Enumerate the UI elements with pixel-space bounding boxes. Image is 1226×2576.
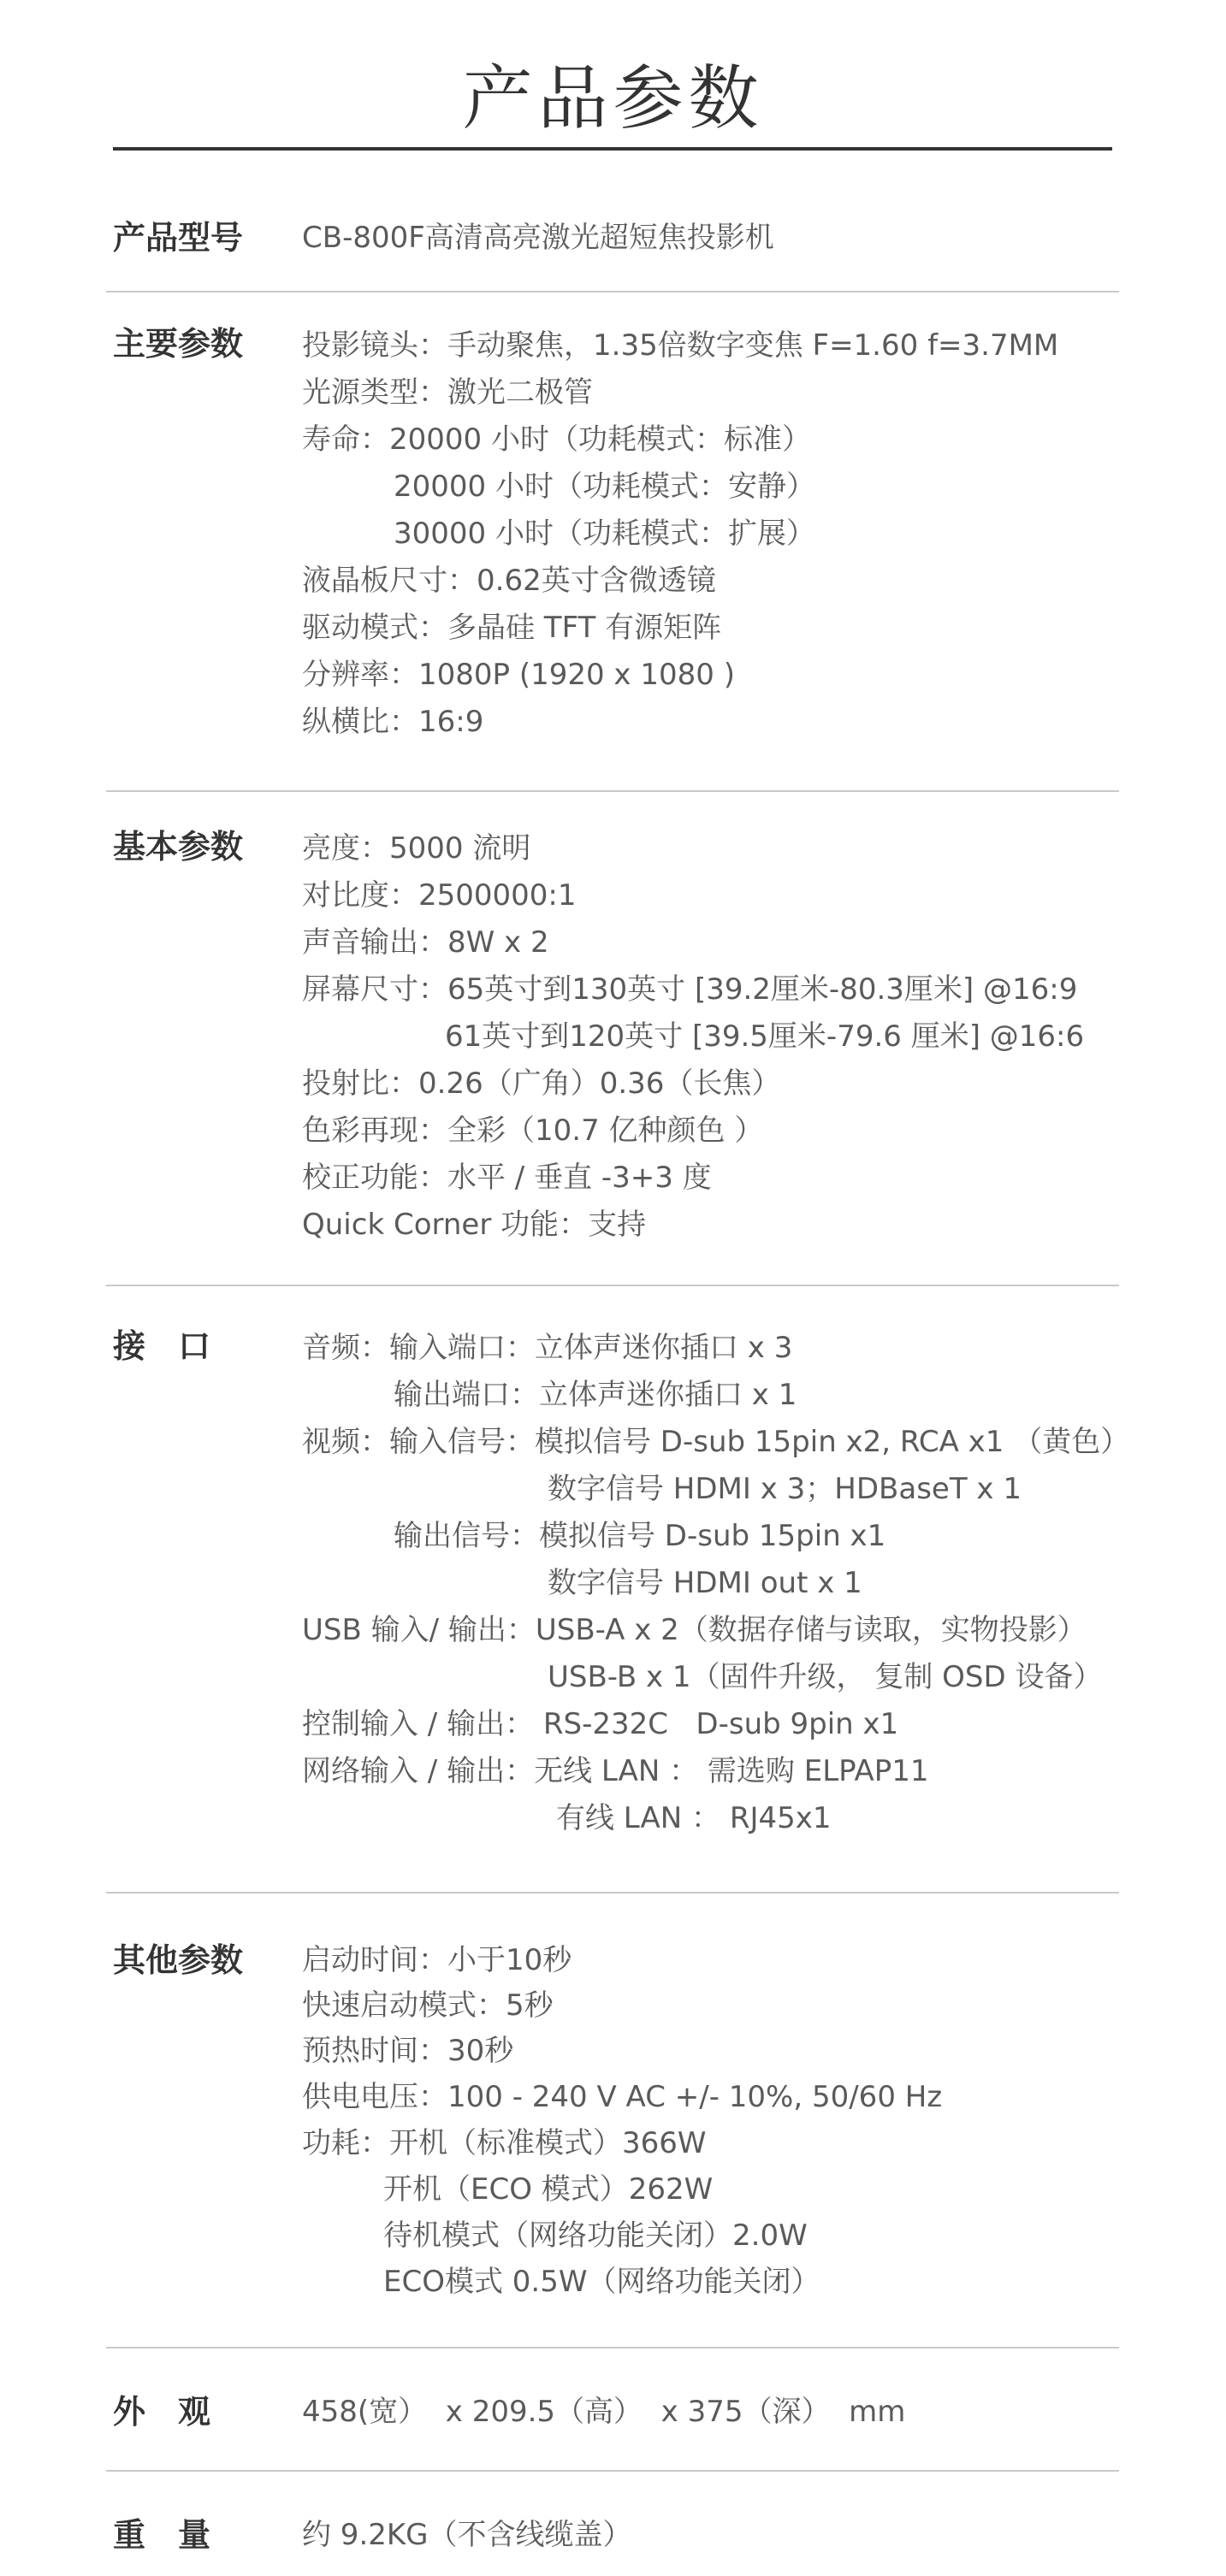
- spec-line: 约 9.2KG（不含线缆盖）: [302, 2518, 632, 2552]
- spec-line: 开机（ECO 模式）262W: [383, 2172, 714, 2207]
- spec-line: 光源类型：激光二极管: [302, 375, 593, 410]
- spec-line: 数字信号 HDMI x 3；HDBaseT x 1: [548, 1472, 1022, 1506]
- spec-line: 有线 LAN ： RJ45x1: [556, 1801, 832, 1835]
- page-title: 产品参数: [462, 58, 764, 139]
- spec-line: 寿命：20000 小时（功耗模式：标准）: [302, 422, 811, 457]
- spec-line: USB 输入/ 输出：USB-A x 2（数据存储与读取，实物投影）: [302, 1613, 1087, 1647]
- section-label-appearance: 外观: [113, 2393, 244, 2431]
- title-divider: [113, 147, 1112, 151]
- spec-line: 30000 小时（功耗模式：扩展）: [394, 517, 815, 551]
- spec-line: 网络输入 / 输出：无线 LAN ： 需选购 ELPAP11: [302, 1754, 929, 1788]
- spec-line: 音频：输入端口：立体声迷你插口 x 3: [302, 1331, 793, 1365]
- spec-line: 液晶板尺寸：0.62英寸含微透镜: [302, 564, 716, 598]
- spec-line: 功耗：开机（标准模式）366W: [302, 2126, 707, 2160]
- spec-line: 预热时间：30秒: [302, 2034, 514, 2068]
- spec-line: 控制输入 / 输出： RS-232C D-sub 9pin x1: [302, 1707, 899, 1741]
- spec-line: 20000 小时（功耗模式：安静）: [394, 470, 815, 504]
- section-label-main-params: 主要参数: [113, 325, 244, 363]
- spec-line: 对比度：2500000:1: [302, 878, 577, 913]
- spec-line: 61英寸到120英寸 [39.5厘米-79.6 厘米] @16:6: [445, 1019, 1085, 1054]
- section-divider: [106, 2347, 1119, 2349]
- spec-line: 启动时间：小于10秒: [302, 1943, 572, 1977]
- section-divider: [106, 1285, 1119, 1286]
- spec-line: ECO模式 0.5W（网络功能关闭）: [383, 2265, 820, 2299]
- spec-line: 输出信号：模拟信号 D-sub 15pin x1: [394, 1519, 886, 1553]
- spec-line: 纵横比：16:9: [302, 705, 484, 739]
- spec-line: Quick Corner 功能：支持: [302, 1208, 647, 1242]
- spec-line: 驱动模式：多晶硅 TFT 有源矩阵: [302, 611, 722, 645]
- spec-line: CB-800F高清高亮激光超短焦投影机: [302, 221, 774, 255]
- spec-line: 视频：输入信号：模拟信号 D-sub 15pin x2, RCA x1 （黄色）: [302, 1425, 1130, 1459]
- section-divider: [106, 1892, 1119, 1894]
- spec-line: 投影镜头：手动聚焦，1.35倍数字变焦 F=1.60 f=3.7MM: [302, 328, 1059, 363]
- spec-line: 校正功能：水平 / 垂直 -3+3 度: [302, 1161, 712, 1195]
- spec-line: 色彩再现：全彩（10.7 亿种颜色 ）: [302, 1114, 764, 1148]
- spec-line: 分辨率：1080P (1920 x 1080 ): [302, 658, 735, 692]
- spec-line: 输出端口：立体声迷你插口 x 1: [394, 1378, 797, 1412]
- section-label-interfaces: 接口: [113, 1327, 244, 1365]
- spec-line: 声音输出：8W x 2: [302, 925, 549, 960]
- section-label-other-params: 其他参数: [113, 1941, 244, 1979]
- section-divider: [106, 790, 1119, 792]
- spec-line: 投射比：0.26（广角）0.36（长焦）: [302, 1066, 781, 1101]
- spec-line: 待机模式（网络功能关闭）2.0W: [383, 2219, 808, 2253]
- spec-line: 供电电压：100 - 240 V AC +/- 10%, 50/60 Hz: [302, 2080, 943, 2114]
- spec-line: 458(宽） x 209.5（高） x 375（深） mm: [302, 2395, 906, 2429]
- spec-line: 数字信号 HDMI out x 1: [548, 1566, 862, 1600]
- section-label-basic-params: 基本参数: [113, 828, 244, 866]
- section-divider: [106, 2470, 1119, 2472]
- spec-line: 屏幕尺寸：65英寸到130英寸 [39.2厘米-80.3厘米] @16:9: [302, 972, 1078, 1007]
- section-divider: [106, 291, 1119, 292]
- spec-line: USB-B x 1（固件升级， 复制 OSD 设备）: [548, 1660, 1103, 1694]
- section-label-weight: 重量: [113, 2516, 244, 2554]
- spec-line: 快速启动模式：5秒: [302, 1988, 554, 2023]
- spec-line: 亮度：5000 流明: [302, 831, 531, 866]
- section-label-model: 产品型号: [113, 219, 244, 257]
